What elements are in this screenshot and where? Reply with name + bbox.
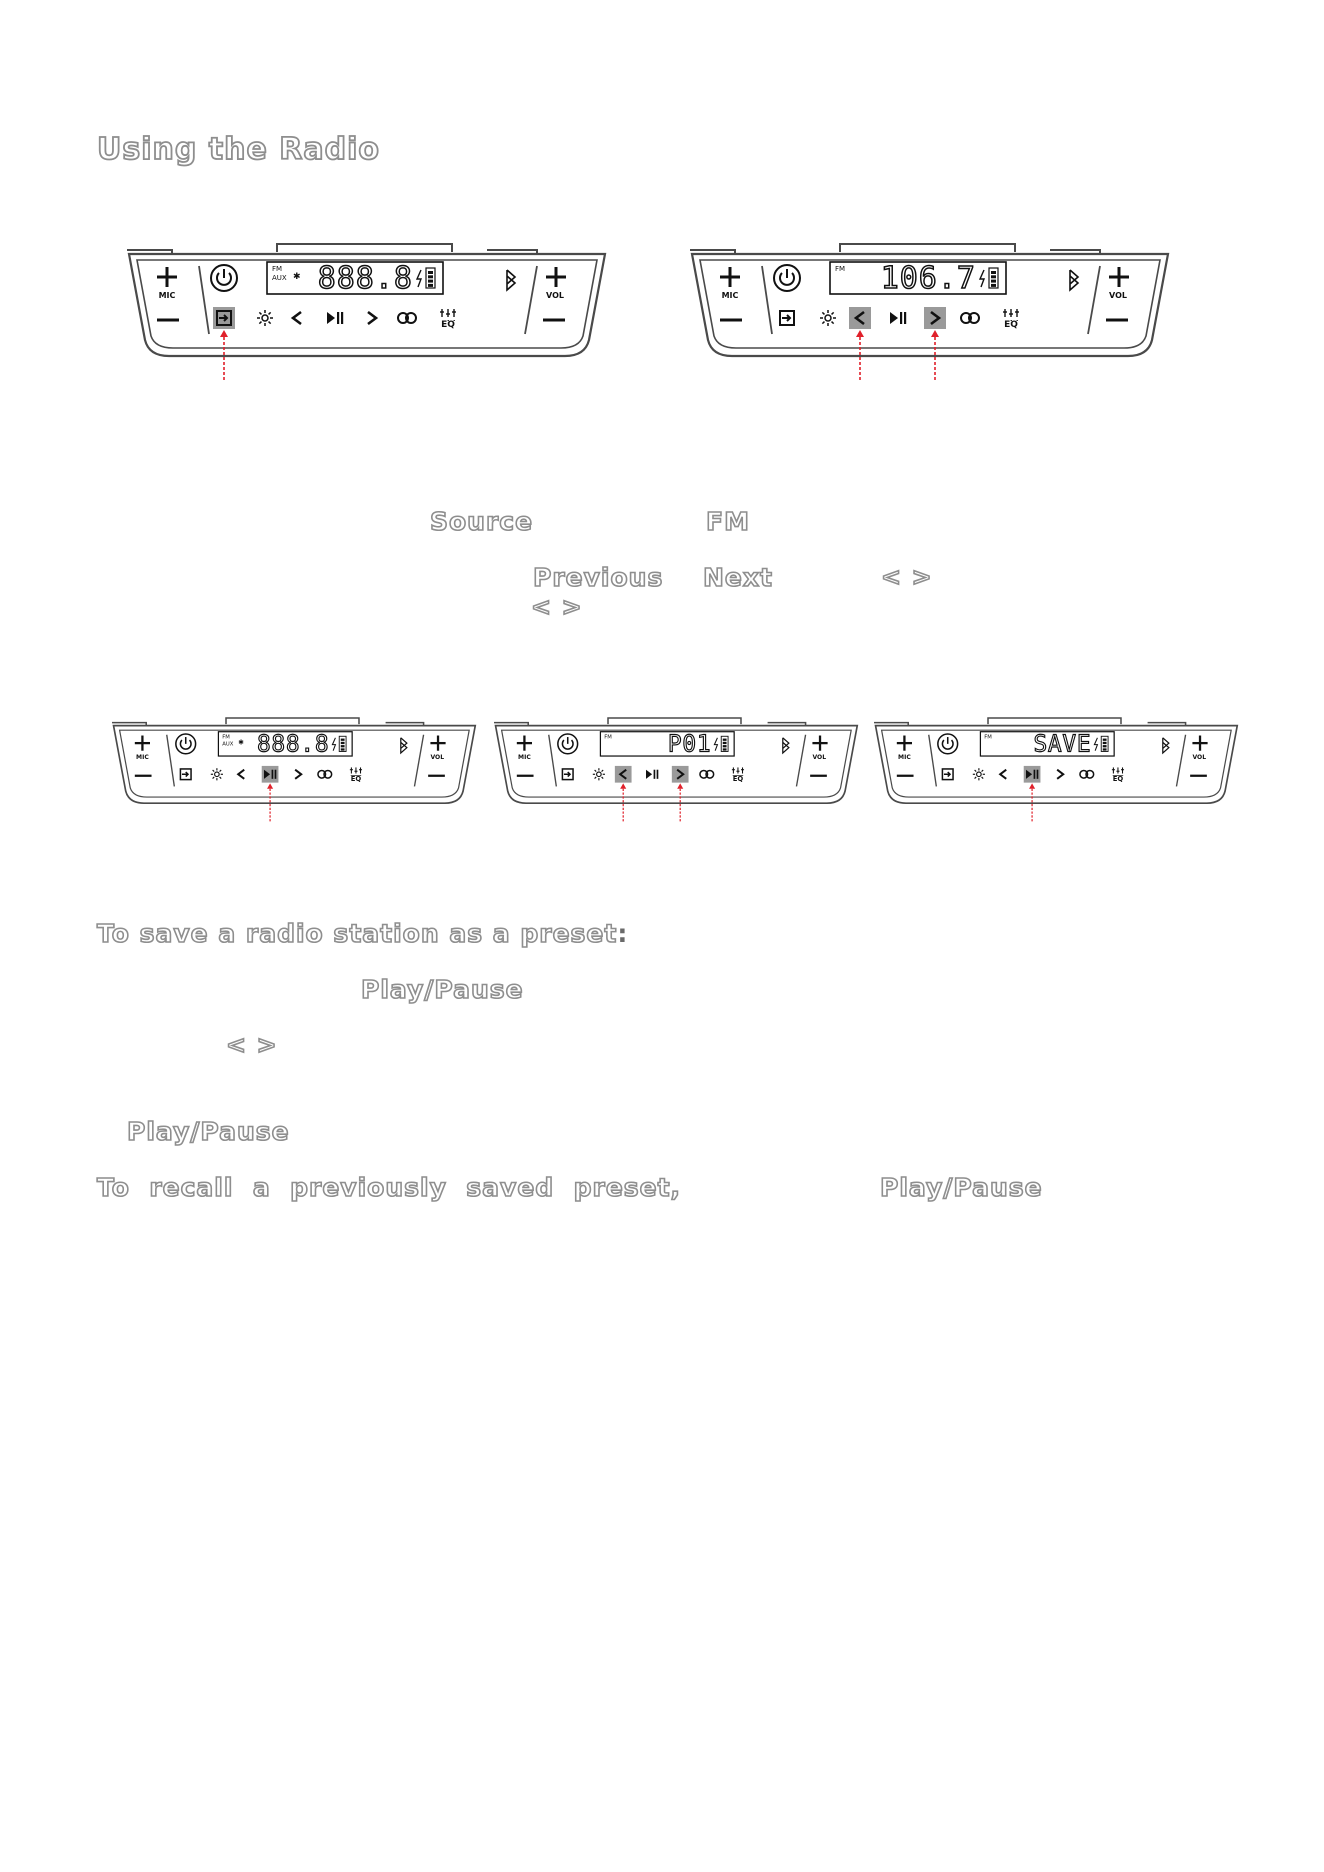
lcd-indicator: FM <box>984 734 992 741</box>
highlight-box <box>672 766 689 783</box>
lcd-indicator: AUX <box>222 741 234 748</box>
lcd-indicator: FM <box>272 265 283 273</box>
mic-label: MIC <box>518 754 531 762</box>
vol-label: VOL <box>430 754 445 762</box>
vol-label: VOL <box>546 291 564 300</box>
control-panel <box>112 715 477 825</box>
control-panel <box>127 240 607 385</box>
control-panel-svg <box>127 240 607 385</box>
previous-keyword: Previous <box>533 563 664 592</box>
svg-text:EQ: EQ <box>732 775 744 784</box>
lcd-readout: 106.7 <box>880 261 976 296</box>
recall-preset-heading: To recall a previously saved preset, <box>97 1173 682 1202</box>
lcd-readout: 888.8 <box>317 261 413 296</box>
lcd-display <box>267 261 443 296</box>
eq-icon <box>440 309 456 330</box>
mic-label: MIC <box>721 291 739 300</box>
svg-text:EQ: EQ <box>441 320 455 330</box>
control-panel-svg <box>494 715 859 825</box>
control-panel-svg <box>690 240 1170 385</box>
svg-text:EQ: EQ <box>1004 320 1018 330</box>
play-pause-keyword: Play/Pause <box>880 1173 1043 1202</box>
vol-label: VOL <box>1192 754 1207 762</box>
lcd-bluetooth-icon: ✱ <box>293 272 301 282</box>
control-panel-svg <box>112 715 477 825</box>
next-keyword: Next <box>703 563 773 592</box>
control-panel-svg <box>874 715 1239 825</box>
control-panel <box>690 240 1170 385</box>
lcd-bluetooth-icon: ✱ <box>238 738 244 747</box>
eq-icon <box>732 767 744 783</box>
lcd-indicator: AUX <box>272 274 287 282</box>
arrow-keys-text: < > <box>531 593 583 621</box>
eq-icon <box>1112 767 1124 783</box>
highlight-box <box>924 307 946 329</box>
lcd-readout: 888.8 <box>256 731 330 758</box>
lcd-readout: SAVE <box>1033 731 1092 758</box>
vol-label: VOL <box>1109 291 1127 300</box>
lcd-display <box>980 731 1114 757</box>
save-preset-heading: To save a radio station as a preset: <box>97 919 629 948</box>
eq-icon <box>1003 309 1019 330</box>
play-pause-keyword: Play/Pause <box>127 1117 290 1146</box>
mic-label: MIC <box>158 291 176 300</box>
arrow-keys-text: < > <box>881 563 933 591</box>
control-panel <box>494 715 859 825</box>
mic-label: MIC <box>898 754 911 762</box>
arrow-keys-text: < > <box>226 1031 278 1059</box>
highlight-box <box>849 307 871 329</box>
page-title: Using the Radio <box>97 132 380 167</box>
highlight-box <box>615 766 632 783</box>
lcd-indicator: FM <box>835 265 846 273</box>
fm-keyword: FM <box>706 507 750 536</box>
play-pause-keyword: Play/Pause <box>361 975 524 1004</box>
source-keyword: Source <box>430 507 534 536</box>
lcd-indicator: FM <box>604 734 612 741</box>
svg-text:EQ: EQ <box>1112 775 1124 784</box>
vol-label: VOL <box>812 754 827 762</box>
lcd-readout: P01 <box>667 731 712 758</box>
eq-icon <box>350 767 362 783</box>
control-panel <box>874 715 1239 825</box>
lcd-indicator: FM <box>222 734 230 741</box>
lcd-display <box>600 731 734 757</box>
lcd-display <box>218 731 352 757</box>
lcd-display <box>830 261 1006 296</box>
mic-label: MIC <box>136 754 149 762</box>
svg-text:EQ: EQ <box>350 775 362 784</box>
